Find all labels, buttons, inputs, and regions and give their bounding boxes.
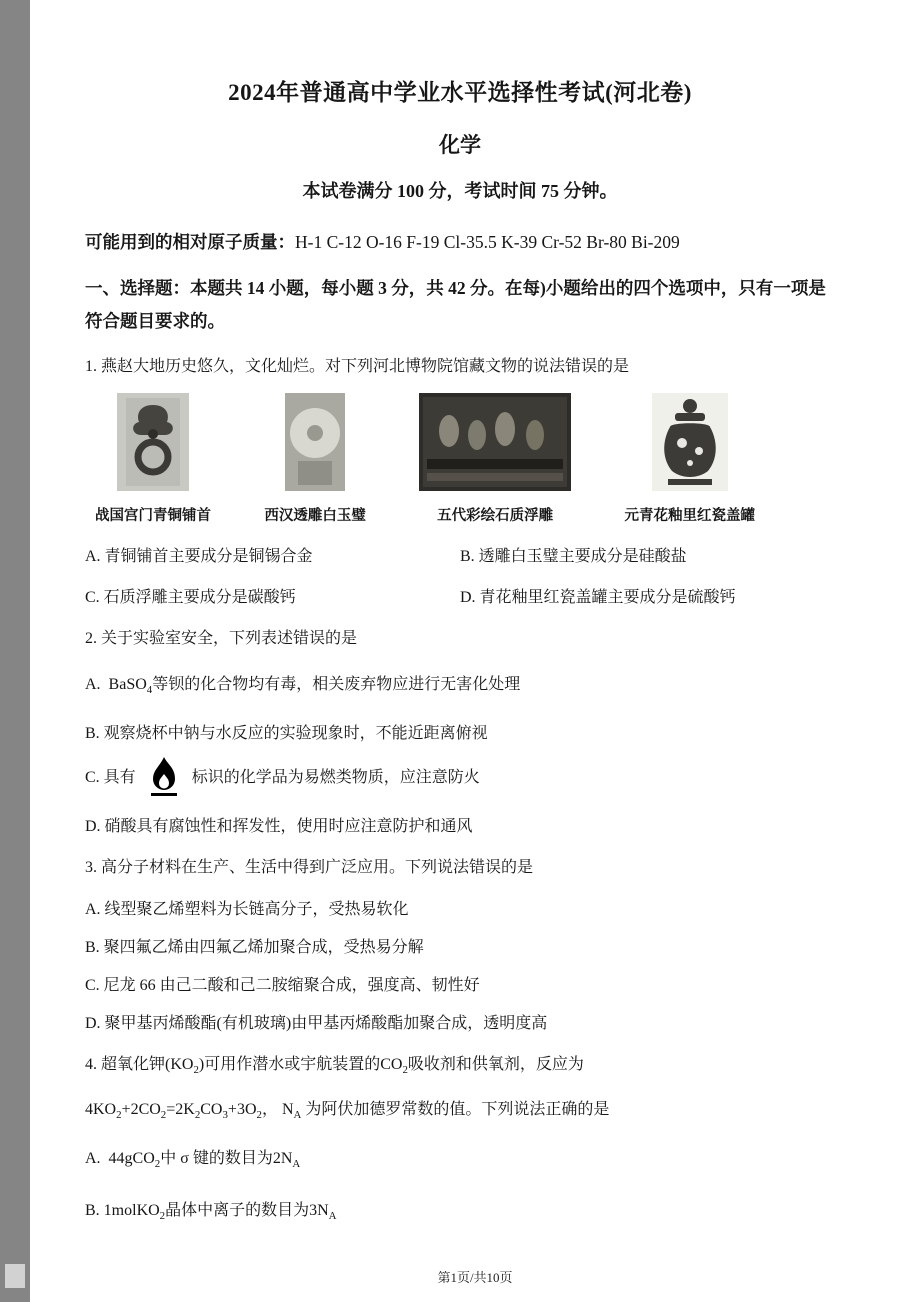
page-number-footer: 第1页/共10页 xyxy=(437,1270,513,1285)
option-3a: A. 线型聚乙烯塑料为长链高分子，受热易软化 xyxy=(85,900,409,918)
atomic-mass-line xyxy=(85,229,835,254)
option-1d: D. 青花釉里红瓷盖罐主要成分是硫酸钙 xyxy=(460,588,736,606)
option-1c: C. 石质浮雕主要成分是碳酸钙 xyxy=(85,588,296,606)
artifact-stone-relief xyxy=(419,393,571,525)
option-2c-suffix: 标识的化学品为易燃类物质，应注意防火 xyxy=(191,769,480,787)
option-1b: B. 透雕白玉璧主要成分是硅酸盐 xyxy=(460,547,687,565)
option-1a: A. 青铜铺首主要成分是铜锡合金 xyxy=(85,547,313,565)
artifact-caption: 元青花釉里红瓷盖罐 xyxy=(624,507,755,524)
scrollbar-thumb[interactable] xyxy=(5,1264,25,1288)
subject-title: 化学 xyxy=(439,133,481,157)
question-2-stem: 2. 关于实验室安全，下列表述错误的是 xyxy=(85,629,358,647)
artifact-bronze-knocker xyxy=(95,393,211,525)
option-4a: A. 44gCO$_2$中 σ 键的数目为$2N_A$ xyxy=(85,1150,301,1171)
atomic-mass-values: H-1 C-12 O-16 F-19 Cl-35.5 K-39 Cr-52 Br-80 Bi-209 xyxy=(295,232,680,252)
question-1-stem: 1. 燕赵大地历史悠久，文化灿烂。对下列河北博物院馆藏文物的说法错误的是 xyxy=(85,357,630,375)
artifact-caption: 五代彩绘石质浮雕 xyxy=(437,507,554,524)
artifact-porcelain-jar xyxy=(624,393,755,525)
question-1-options-row-1 xyxy=(85,543,835,566)
artifact-caption: 战国宫门青铜铺首 xyxy=(95,507,211,524)
page-title: 2024年普通高中学业水平选择性考试(河北卷) xyxy=(228,80,692,105)
question-1-options-row-2 xyxy=(85,584,835,607)
jade-bi-disc-photo-icon xyxy=(285,393,345,491)
question-3-stem: 3. 高分子材料在生产、生活中得到广泛应用。下列说法错误的是 xyxy=(85,858,534,876)
bronze-knocker-photo-icon xyxy=(117,393,189,491)
document-page xyxy=(30,0,920,1302)
atomic-mass-label: 可能用到的相对原子质量： xyxy=(85,232,295,252)
option-2c xyxy=(85,755,835,797)
question-4-stem: 4. 超氧化钾$(KO_2)$可用作潜水或宇航装置的$CO_2$吸收剂和供氧剂，反应为 xyxy=(85,1055,584,1076)
option-3d: D. 聚甲基丙烯酸酯(有机玻璃)由甲基丙烯酸酯加聚合成，透明度高 xyxy=(85,1014,548,1032)
stone-relief-photo-icon xyxy=(419,393,571,491)
option-4b: B. 1molKO$_2$晶体中离子的数目为$3N_A$ xyxy=(85,1201,337,1222)
option-2b: B. 观察烧杯中钠与水反应的实验现象时，不能近距离俯视 xyxy=(85,724,488,742)
artifact-jade-bi xyxy=(264,393,366,525)
exam-info-line: 本试卷满分 100 分，考试时间 75 分钟。 xyxy=(302,181,618,201)
option-2c-prefix: C. 具有 xyxy=(85,769,136,787)
flammable-flame-icon xyxy=(144,755,184,797)
artifact-caption: 西汉透雕白玉璧 xyxy=(264,507,366,524)
option-3b: B. 聚四氟乙烯由四氟乙烯加聚合成，受热易分解 xyxy=(85,938,424,956)
section-1-heading: 一、选择题：本题共 14 小题，每小题 3 分，共 42 分。在每)小题给出的四个选项中，只有一项是符合题目要求的。 xyxy=(85,278,826,332)
porcelain-jar-photo-icon xyxy=(652,393,728,491)
question-4-equation: $4KO_2+2CO_2=2K_2CO_3+3O_2$， $N_A$ 为阿伏加德罗常数的值。下列说法正确的是 xyxy=(85,1101,610,1122)
left-scrollbar-gutter[interactable] xyxy=(0,0,30,1302)
question-1-artifact-images xyxy=(95,393,755,525)
option-3c: C. 尼龙 66 由己二酸和己二胺缩聚合成，强度高、韧性好 xyxy=(85,976,480,994)
option-2d: D. 硝酸具有腐蚀性和挥发性，使用时应注意防护和通风 xyxy=(85,817,473,835)
option-2a: A. BaSO$_4$等钡的化合物均有毒，相关废弃物应进行无害化处理 xyxy=(85,675,521,696)
